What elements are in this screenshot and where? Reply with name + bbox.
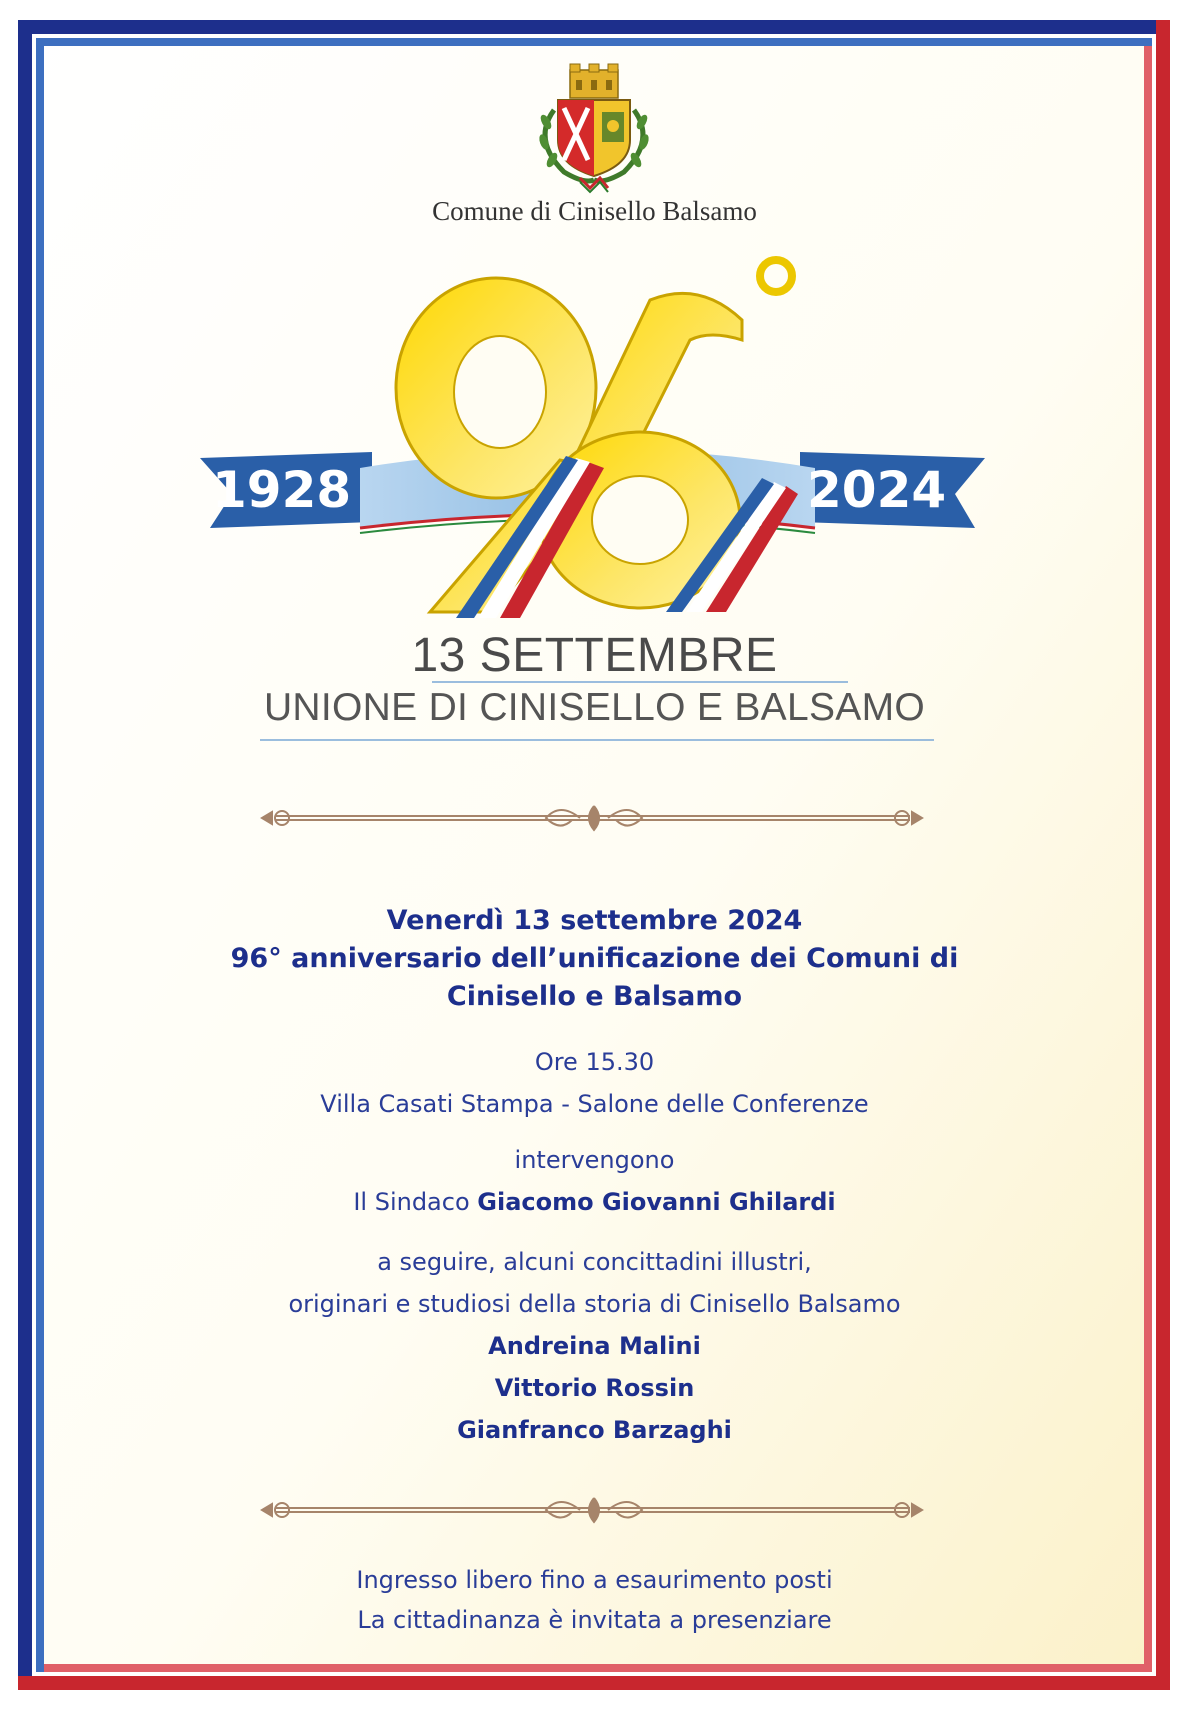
footer-invitation-note: La cittadinanza è invitata a presenziare	[357, 1606, 832, 1634]
follow-line1: a seguire, alcuni concittadini illustri,	[377, 1248, 812, 1276]
event-date-heading: Venerdì 13 settembre 2024	[386, 905, 803, 936]
event-time: Ore 15.30	[534, 1048, 655, 1076]
municipality-name: Comune di Cinisello Balsamo	[432, 196, 757, 226]
event-title-line2: Cinisello e Balsamo	[446, 981, 743, 1012]
follow-line2: originari e studiosi della storia di Cinisello Balsamo	[288, 1290, 901, 1318]
logo-union-line: UNIONE DI CINISELLO E BALSAMO	[263, 686, 926, 729]
guest-name: Vittorio Rossin	[494, 1374, 695, 1402]
footer-entry-note: Ingresso libero fino a esaurimento posti	[356, 1566, 833, 1594]
mayor-name: Giacomo Giovanni Ghilardi	[477, 1188, 836, 1216]
year-end-label: 2024	[807, 461, 947, 519]
mayor-line	[0, 1188, 1189, 1216]
mayor-prefix: Il Sindaco	[353, 1188, 470, 1216]
speakers-intro: intervengono	[514, 1146, 675, 1174]
event-title-line1: 96° anniversario dell’unificazione dei Comuni di	[230, 943, 959, 974]
guest-name: Andreina Malini	[488, 1332, 701, 1360]
year-start-label: 1928	[212, 461, 352, 519]
logo-date-line: 13 SETTEMBRE	[411, 629, 778, 682]
event-venue: Villa Casati Stampa - Salone delle Conferenze	[320, 1090, 869, 1118]
guest-name: Gianfranco Barzaghi	[457, 1416, 732, 1444]
